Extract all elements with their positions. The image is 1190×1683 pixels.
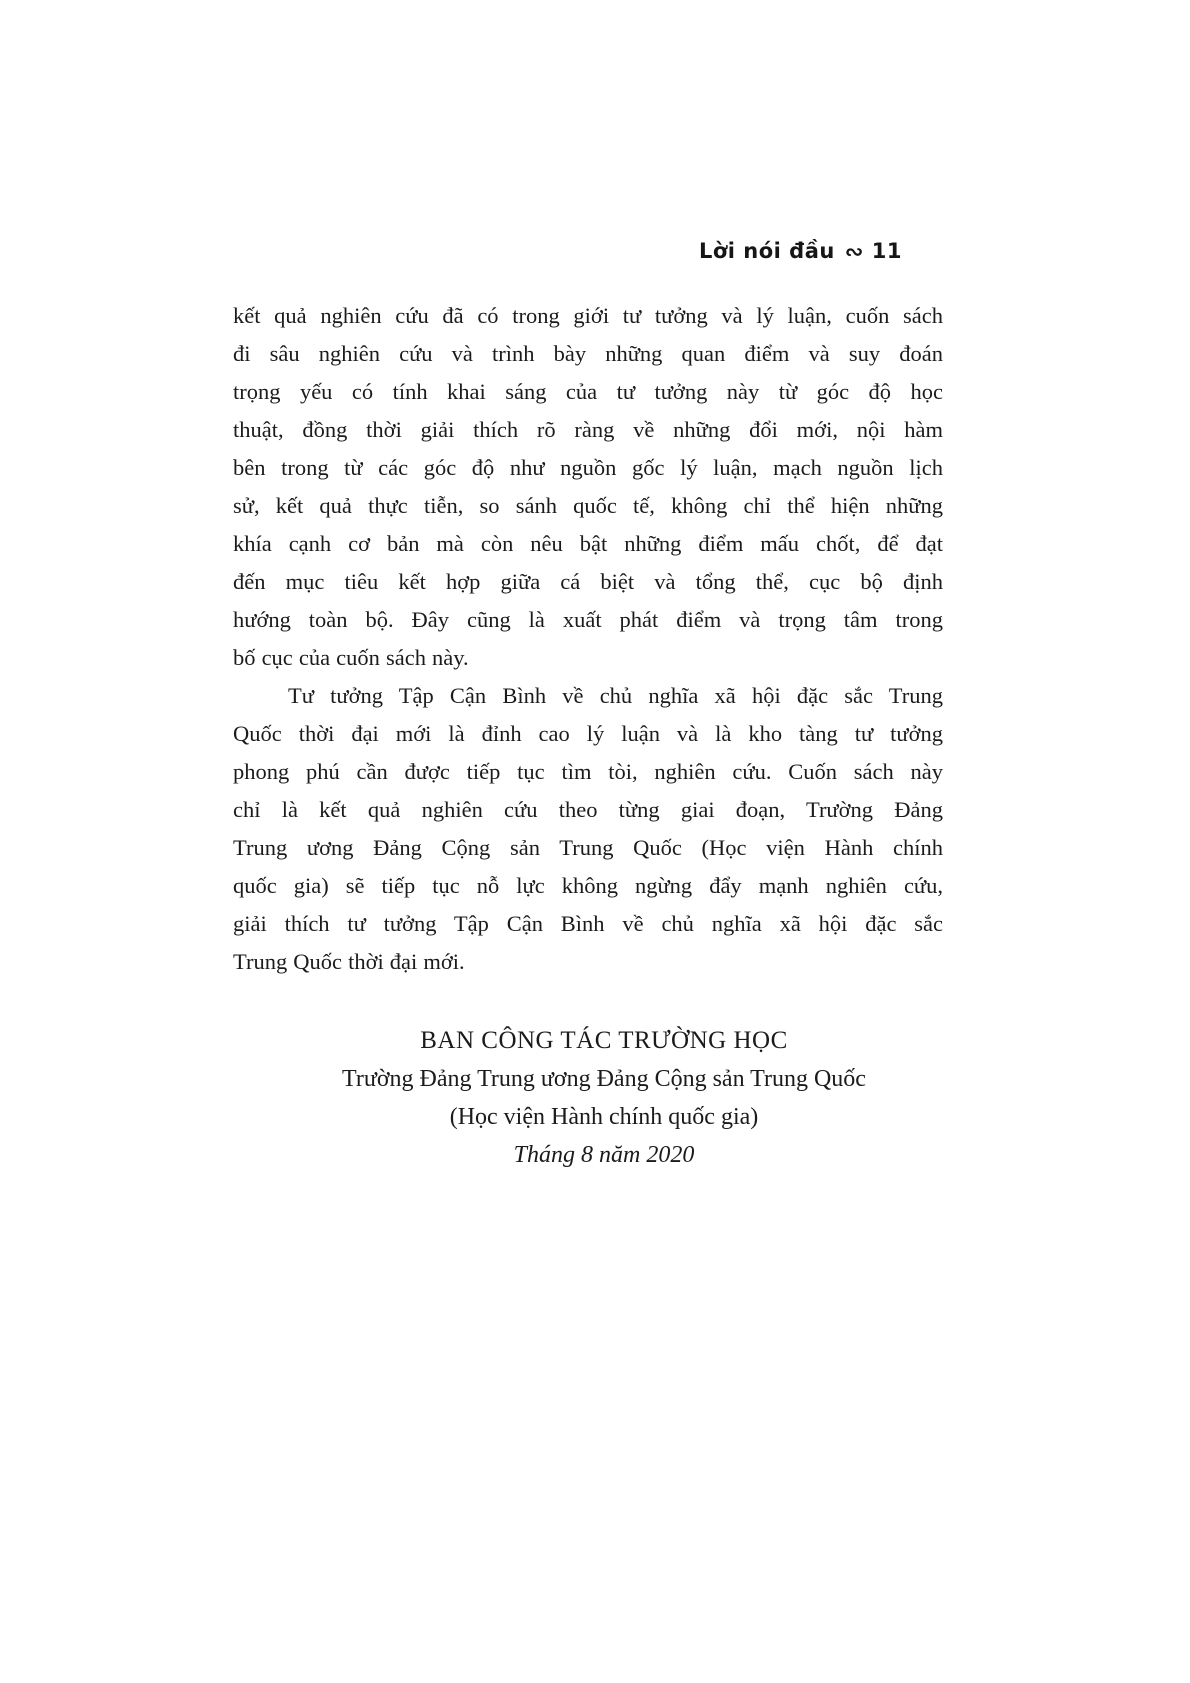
running-head (699, 238, 902, 265)
body-line: bên trong từ các góc độ như nguồn gốc lý luận, mạch nguồn lịch (233, 455, 943, 480)
body-line: đến mục tiêu kết hợp giữa cá biệt và tổng thể, cục bộ định (233, 569, 943, 594)
body-line: trọng yếu có tính khai sáng của tư tưởng này từ góc độ học (233, 379, 943, 404)
running-head-title: Lời nói đầu (698, 239, 835, 263)
body-line: giải thích tư tưởng Tập Cận Bình về chủ nghĩa xã hội đặc sắc (233, 911, 943, 936)
body-text (233, 297, 943, 981)
body-line: hướng toàn bộ. Đây cũng là xuất phát điểm và trọng tâm trong (233, 607, 943, 632)
body-line: Trung Quốc thời đại mới. (233, 949, 465, 974)
signature-block (249, 1022, 959, 1174)
body-line: Trung ương Đảng Cộng sản Trung Quốc (Học viện Hành chính (233, 835, 943, 860)
body-line: bố cục của cuốn sách này. (233, 645, 469, 670)
body-line: Tư tưởng Tập Cận Bình về chủ nghĩa xã hội đặc sắc Trung (288, 683, 943, 708)
body-line: khía cạnh cơ bản mà còn nêu bật những điểm mấu chốt, để đạt (233, 531, 943, 556)
body-line: đi sâu nghiên cứu và trình bày những quan điểm và suy đoán (233, 341, 943, 366)
body-line: chỉ là kết quả nghiên cứu theo từng giai đoạn, Trường Đảng (233, 797, 943, 822)
body-line: kết quả nghiên cứu đã có trong giới tư tưởng và lý luận, cuốn sách (233, 303, 943, 328)
page-number: 11 (871, 239, 902, 263)
paragraph (233, 297, 943, 677)
fleuron-ornament-icon: ∾ (844, 240, 864, 265)
signature-organization: BAN CÔNG TÁC TRƯỜNG HỌC (420, 1027, 788, 1054)
body-line: thuật, đồng thời giải thích rõ ràng về những đổi mới, nội hàm (233, 417, 943, 442)
body-line: quốc gia) sẽ tiếp tục nỗ lực không ngừng đẩy mạnh nghiên cứu, (233, 873, 943, 898)
signature-institution-alt: (Học viện Hành chính quốc gia) (449, 1104, 759, 1130)
body-line: Quốc thời đại mới là đỉnh cao lý luận và là kho tàng tư tưởng (233, 721, 943, 746)
signature-institution: Trường Đảng Trung ương Đảng Cộng sản Trung Quốc (342, 1066, 866, 1092)
signature-date: Tháng 8 năm 2020 (513, 1142, 695, 1168)
body-line: sử, kết quả thực tiễn, so sánh quốc tế, không chỉ thể hiện những (233, 493, 943, 518)
paragraph (233, 677, 943, 981)
body-line: phong phú cần được tiếp tục tìm tòi, nghiên cứu. Cuốn sách này (233, 759, 943, 784)
